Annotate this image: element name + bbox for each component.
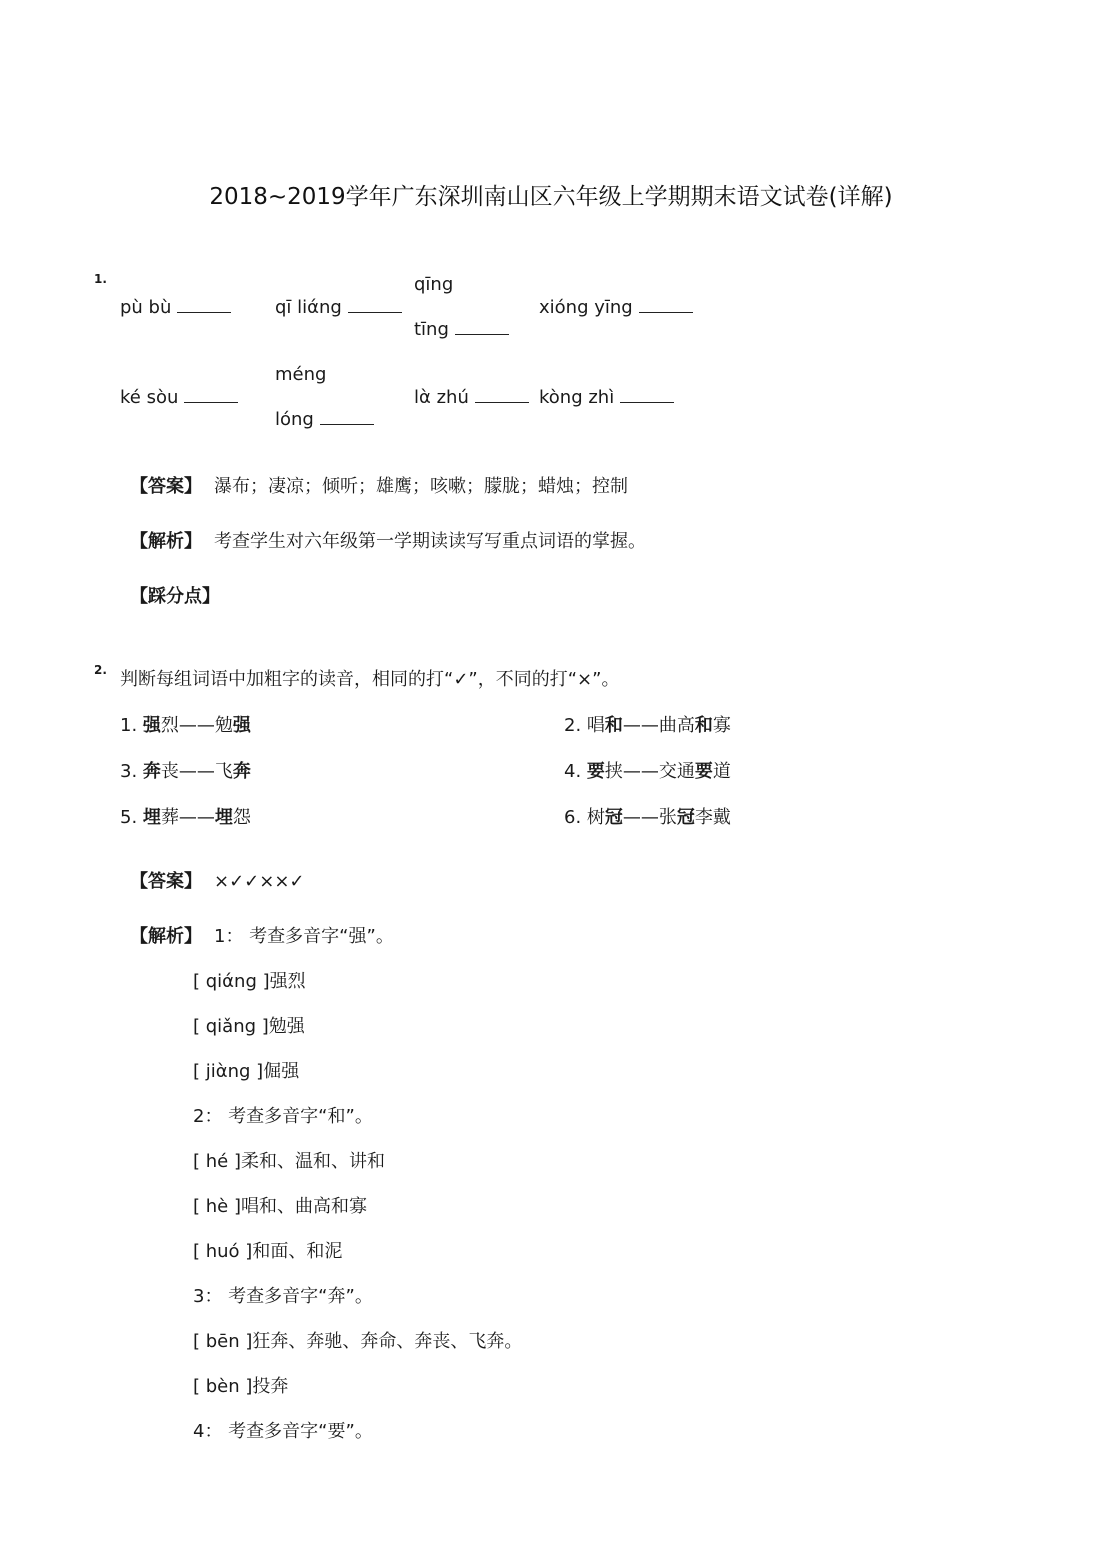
pinyin: kòng zhì — [539, 387, 615, 408]
separator: —— — [622, 715, 659, 736]
analysis-line: 3： 考查多音字“奔”。 — [193, 1286, 373, 1307]
answer-text: 瀑布；凄凉；倾听；雄鹰；咳嗽；朦胧；蜡烛；控制 — [214, 476, 628, 497]
answer-blank — [184, 388, 238, 403]
answer-text: ×✓✓××✓ — [214, 871, 305, 892]
q2-pair-6 — [564, 803, 731, 829]
pinyin: qī liάng — [275, 297, 342, 318]
text: 飞 — [214, 761, 233, 782]
q1-item-5 — [120, 387, 238, 408]
analysis-text: 考查学生对六年级第一学期读读写写重点词语的掌握。 — [214, 531, 646, 552]
bold-char: 要 — [586, 761, 605, 782]
bold-char: 和 — [694, 715, 713, 736]
q1-item-7 — [414, 387, 529, 408]
answer-label: 【答案】 — [130, 476, 202, 497]
answer-blank — [177, 298, 231, 313]
bold-char: 冠 — [676, 807, 695, 828]
separator: —— — [622, 761, 659, 782]
points-label: 【踩分点】 — [130, 586, 220, 607]
analysis-label: 【解析】 — [130, 531, 202, 552]
analysis-line: [ bēn ]狂奔、奔驰、奔命、奔丧、飞奔。 — [193, 1331, 523, 1352]
pinyin: lὰ zhú — [414, 387, 469, 408]
pair-number: 6. — [564, 807, 582, 828]
pinyin: ké sòu — [120, 387, 179, 408]
q1-answer — [130, 472, 628, 498]
q2-pair-4 — [564, 757, 731, 783]
answer-label: 【答案】 — [130, 871, 202, 892]
analysis-line: [ jiὰng ]倔强 — [193, 1061, 300, 1082]
text: 葬 — [160, 807, 179, 828]
pair-number: 1. — [120, 715, 138, 736]
q2-answer — [130, 867, 305, 893]
question-1-number: 1. — [94, 272, 107, 286]
separator: —— — [178, 807, 215, 828]
q2-prompt: 判断每组词语中加粗字的读音，相同的打“✓”，不同的打“×”。 — [120, 669, 620, 690]
q1-item-8 — [539, 387, 674, 408]
q2-pair-5 — [120, 803, 251, 829]
pinyin: pù bù — [120, 297, 172, 318]
analysis-line: [ hé ]柔和、温和、讲和 — [193, 1151, 385, 1172]
text: 道 — [712, 761, 731, 782]
pinyin: xióng yīng — [539, 297, 633, 318]
separator: —— — [178, 761, 215, 782]
bold-char: 奔 — [232, 761, 251, 782]
answer-blank — [639, 298, 693, 313]
answer-blank — [455, 320, 509, 335]
bold-char: 冠 — [604, 807, 623, 828]
text: 交通 — [658, 761, 695, 782]
q2-pair-2 — [564, 711, 731, 737]
text: 挟 — [604, 761, 623, 782]
bold-char: 奔 — [142, 761, 161, 782]
analysis-line: [ hè ]唱和、曲高和寡 — [193, 1196, 367, 1217]
q1-points — [130, 582, 232, 608]
q1-item-1 — [120, 297, 231, 318]
bold-char: 要 — [694, 761, 713, 782]
q2-pair-3 — [120, 757, 251, 783]
analysis-line: [ huó ]和面、和泥 — [193, 1241, 343, 1262]
analysis-line: [ qiάng ]强烈 — [193, 971, 306, 992]
answer-blank — [348, 298, 402, 313]
q1-item-6-bottom — [275, 409, 374, 430]
analysis-line: [ qiǎng ]勉强 — [193, 1016, 305, 1037]
pinyin: lóng — [275, 409, 314, 430]
q1-analysis — [130, 527, 646, 553]
text: 唱 — [586, 715, 605, 736]
bold-char: 埋 — [142, 807, 161, 828]
text: 烈 — [160, 715, 179, 736]
q1-item-3-top: qīng — [414, 274, 454, 295]
q1-item-6-top: méng — [275, 364, 327, 385]
text: 树 — [586, 807, 605, 828]
analysis-line: 1： 考查多音字“强”。 — [214, 926, 394, 947]
bold-char: 和 — [604, 715, 623, 736]
text: 勉 — [214, 715, 233, 736]
analysis-line: [ bèn ]投奔 — [193, 1376, 289, 1397]
separator: —— — [178, 715, 215, 736]
pair-number: 2. — [564, 715, 582, 736]
bold-char: 强 — [232, 715, 251, 736]
pair-number: 5. — [120, 807, 138, 828]
answer-blank — [320, 410, 374, 425]
text: 曲高 — [658, 715, 695, 736]
answer-blank — [620, 388, 674, 403]
q1-item-3-bottom — [414, 319, 509, 340]
q2-analysis — [130, 922, 394, 948]
bold-char: 埋 — [214, 807, 233, 828]
bold-char: 强 — [142, 715, 161, 736]
answer-blank — [475, 388, 529, 403]
separator: —— — [622, 807, 659, 828]
pair-number: 4. — [564, 761, 582, 782]
text: 怨 — [232, 807, 251, 828]
page-title: 2018~2019学年广东深圳南山区六年级上学期期末语文试卷(详解) — [209, 184, 893, 210]
text: 李戴 — [694, 807, 731, 828]
analysis-line: 4： 考查多音字“要”。 — [193, 1421, 373, 1442]
pair-number: 3. — [120, 761, 138, 782]
text: 寡 — [712, 715, 731, 736]
q2-pair-1 — [120, 711, 251, 737]
question-2-number: 2. — [94, 663, 107, 677]
text: 丧 — [160, 761, 179, 782]
analysis-label: 【解析】 — [130, 926, 202, 947]
pinyin: tīng — [414, 319, 449, 340]
text: 张 — [658, 807, 677, 828]
q1-item-2 — [275, 297, 402, 318]
analysis-line: 2： 考查多音字“和”。 — [193, 1106, 373, 1127]
q1-item-4 — [539, 297, 693, 318]
